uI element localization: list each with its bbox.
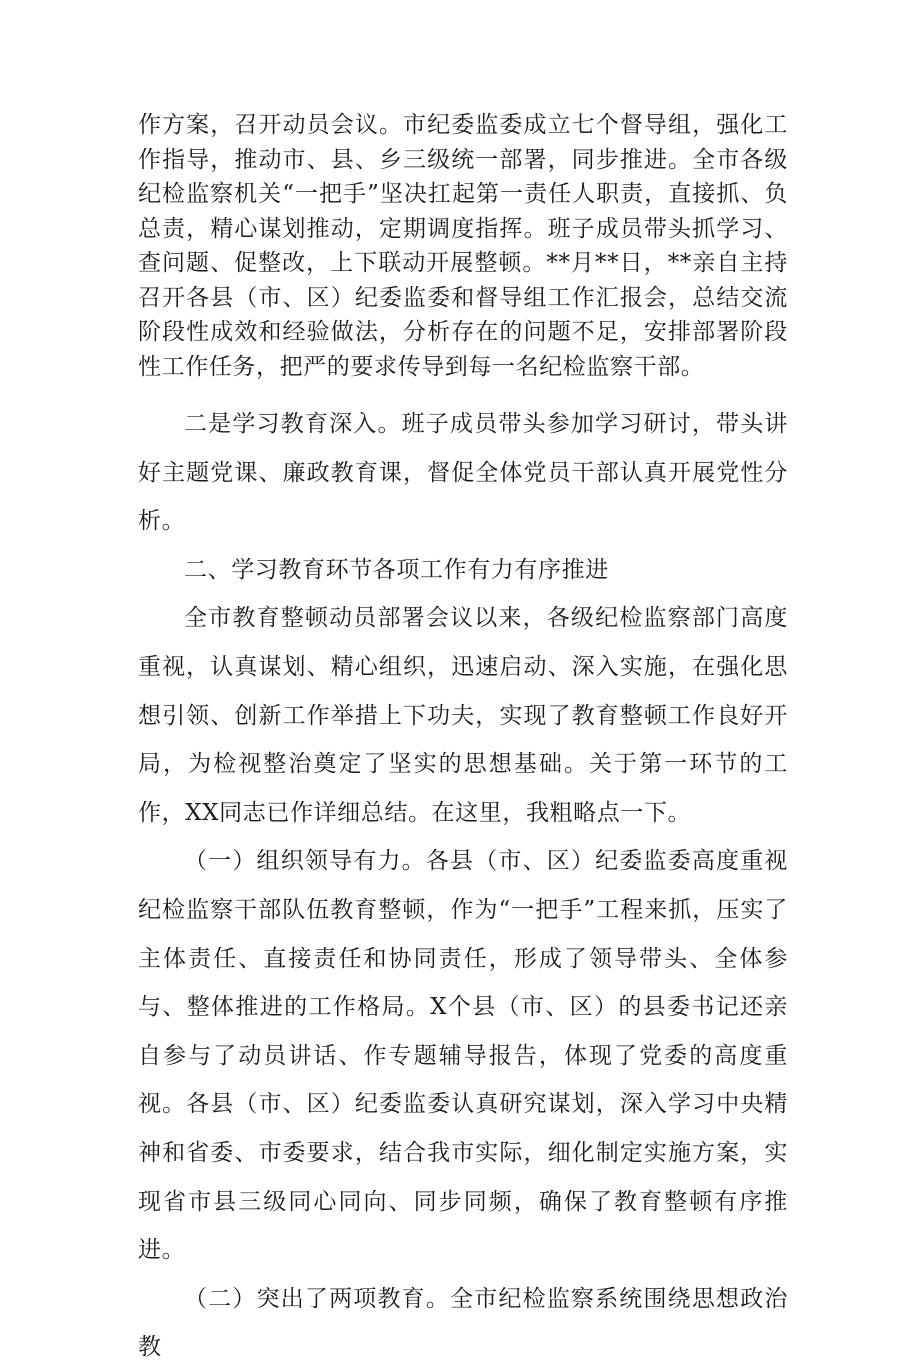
- paragraph-4: （一）组织领导有力。各县（市、区）纪委监委高度重视纪检监察干部队伍教育整顿，作为“一把手”工程来抓，压实了主体责任、直接责任和协同责任，形成了领导带头、全体参与、整体推进的工作格局。X个县（市、区）的县委书记还亲自参与了动员讲话、作专题辅导报告，体现了党委的高度重视。各县（市、区）纪委监委认真研究谋划，深入学习中央精神和省委、市委要求，结合我市实际，细化制定实施方案，实现省市县三级同心同向、同步同频，确保了教育整顿有序推进。: [138, 848, 788, 1264]
- paragraph-2: 二是学习教育深入。班子成员带头参加学习研讨，带头讲好主题党课、廉政教育课，督促全体党员干部认真开展党性分析。: [138, 411, 788, 535]
- paragraph-5: （二）突出了两项教育。全市纪检监察系统围绕思想政治教: [138, 1285, 788, 1361]
- paragraph-3: 全市教育整顿动员部署会议以来，各级纪检监察部门高度重视，认真谋划、精心组织，迅速启动、深入实施，在强化思想引领、创新工作举措上下功夫，实现了教育整顿工作良好开局，为检视整治奠定了坚实的思想基础。关于第一环节的工作，XX同志已作详细总结。在这里，我粗略点一下。: [138, 605, 788, 826]
- paragraph-1: 作方案，召开动员会议。市纪委监委成立七个督导组，强化工作指导，推动市、县、乡三级统一部署，同步推进。全市各级纪检监察机关“一把手”坚决扛起第一责任人职责，直接抓、负总责，精心谋划推动，定期调度指挥。班子成员带头抓学习、查问题、促整改，上下联动开展整顿。**月**日，**亲自主持召开各县（市、区）纪委监委和督导组工作汇报会，总结交流阶段性成效和经验做法，分析存在的问题不足，安排部署阶段性工作任务，把严的要求传导到每一名纪检监察干部。: [138, 112, 788, 380]
- section-heading: 二、学习教育环节各项工作有力有序推进: [184, 556, 609, 583]
- document-page: [138, 108, 788, 1372]
